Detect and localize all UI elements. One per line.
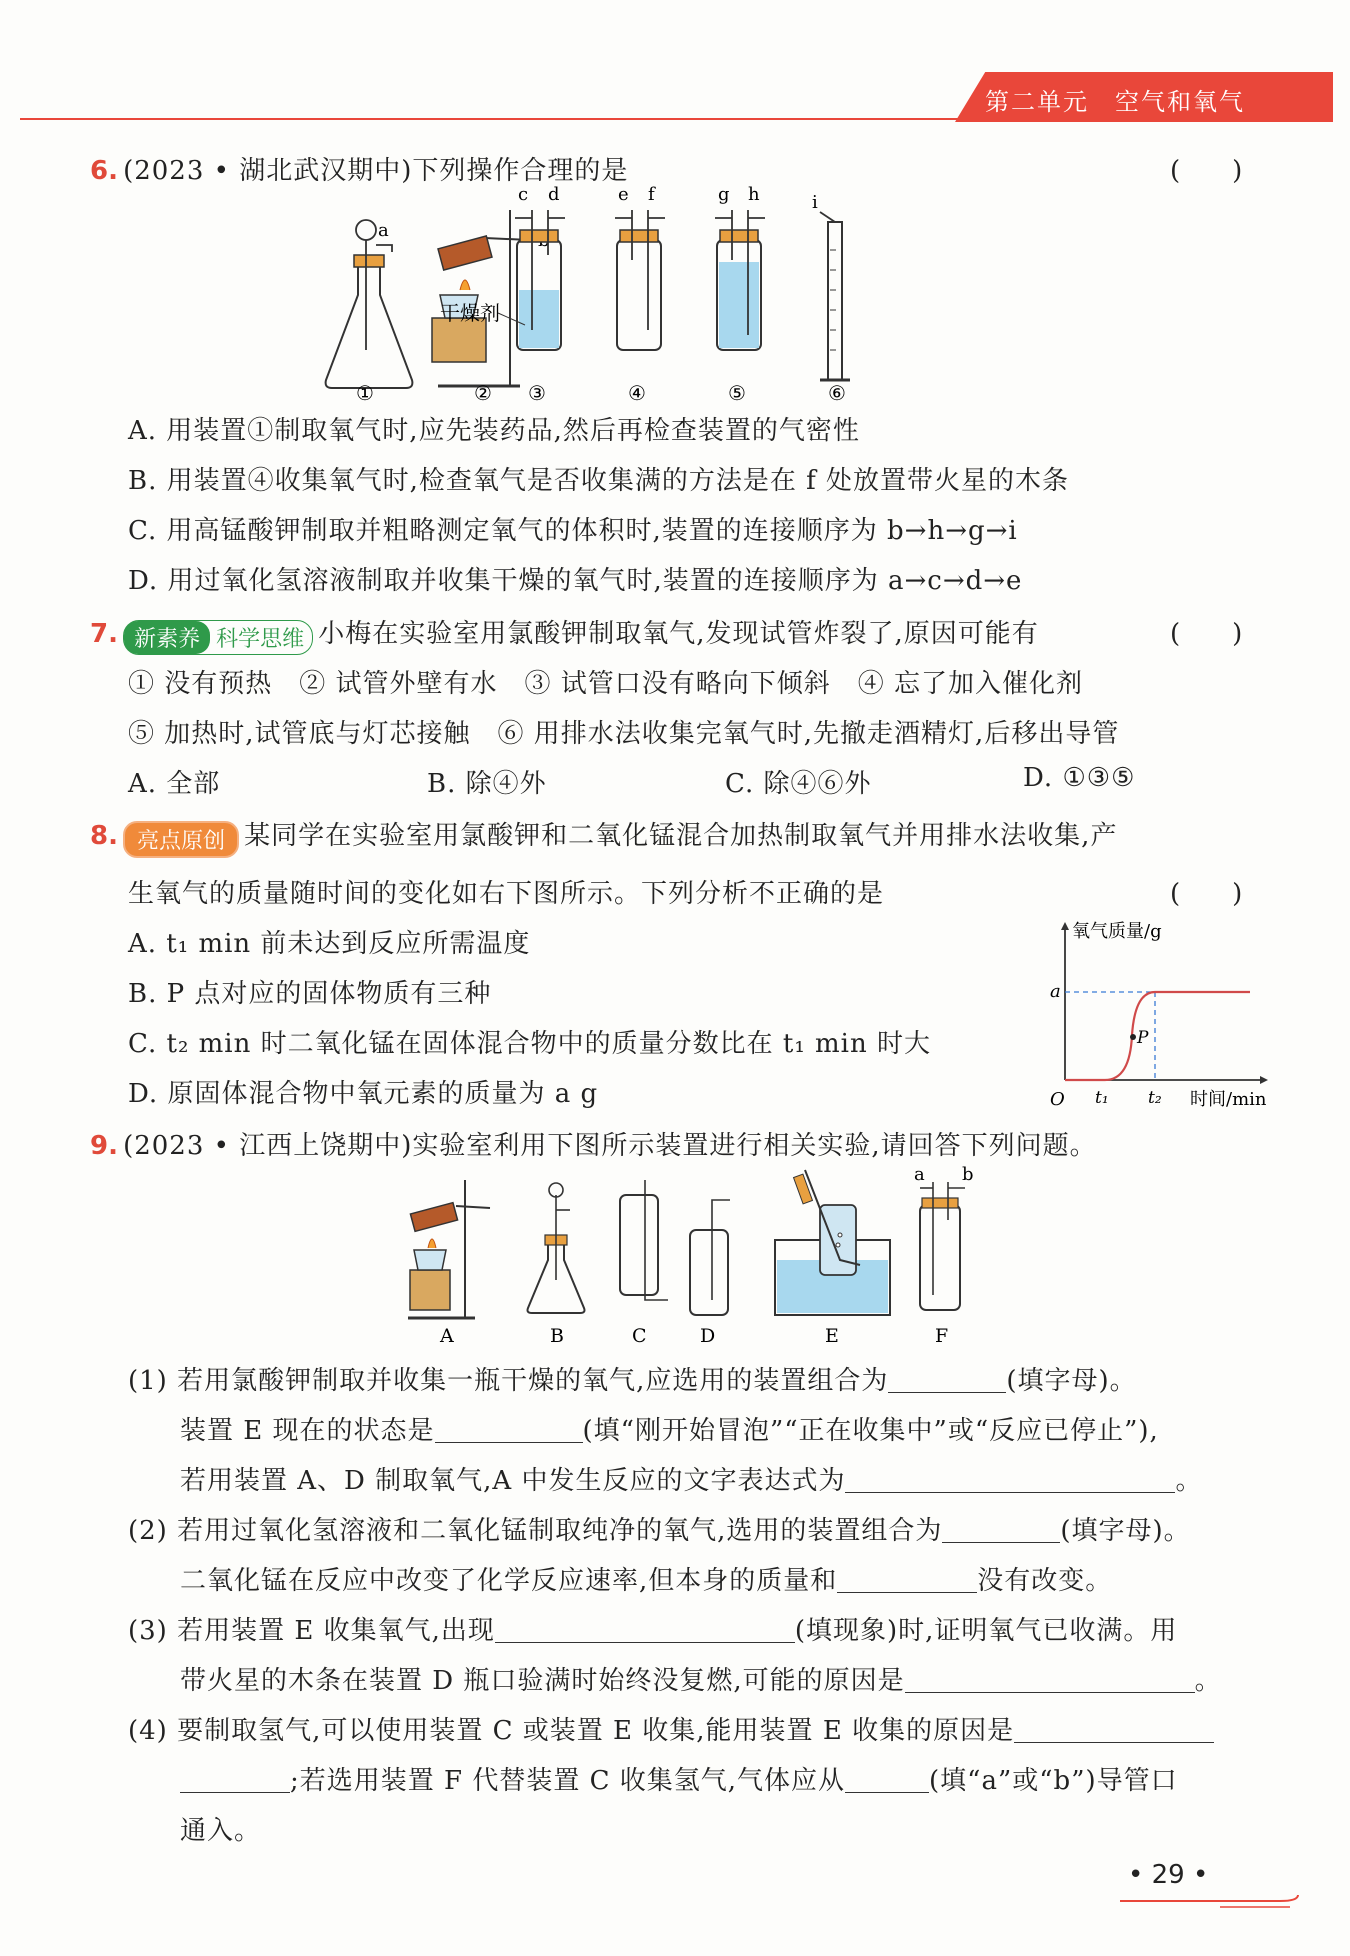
svg-text:⑥: ⑥ <box>828 381 846 405</box>
apparatus-5-water-bottle <box>715 184 765 350</box>
question-7-reasons-line-2: ⑤ 加热时,试管底与灯芯接触 ⑥ 用排水法收集完氧气时,先撤走酒精灯,后移出导管 <box>128 719 1120 749</box>
q9-part3-blank-reason[interactable] <box>905 1666 1195 1693</box>
question-7-answer-paren[interactable]: ( ) <box>1170 619 1243 649</box>
svg-text:B: B <box>550 1325 564 1347</box>
q9-part4-line3: 通入。 <box>180 1816 262 1846</box>
svg-text:a: a <box>378 220 389 241</box>
question-9-stem <box>90 1125 1097 1162</box>
question-6-option-a[interactable]: A. 用装置①制取氧气时,应先装药品,然后再检查装置的气密性 <box>128 416 860 446</box>
svg-text:e: e <box>618 184 629 205</box>
svg-text:P: P <box>1137 1028 1149 1048</box>
question-7-number: 7. <box>90 619 118 649</box>
q9-part4-line1: (4) 要制取氢气,可以使用装置 C 或装置 E 收集,能用装置 E 收集的原因是 <box>128 1710 1214 1747</box>
new-literacy-tag: 新素养 科学思维 <box>123 620 313 655</box>
apparatus-D-upward-displacement <box>690 1200 730 1315</box>
svg-text:F: F <box>935 1325 949 1347</box>
question-8-number: 8. <box>90 821 118 851</box>
page-number-underline <box>1120 1893 1320 1913</box>
q9-part2-blank-property[interactable] <box>837 1566 977 1593</box>
svg-text:E: E <box>825 1325 839 1347</box>
apparatus-E-water-trough <box>775 1170 890 1315</box>
q9-part1-blank-devices[interactable] <box>888 1366 1006 1393</box>
graph-x-label: 时间/min <box>1190 1089 1267 1110</box>
apparatus-6-graduated-cylinder <box>812 192 850 380</box>
question-7-stem <box>90 613 1039 655</box>
apparatus-F-bottle <box>914 1164 974 1310</box>
svg-text:i: i <box>812 192 818 213</box>
svg-text:D: D <box>700 1325 716 1347</box>
q9-part3-blank-phenomenon[interactable] <box>495 1616 795 1643</box>
q9-part3-line2: 带火星的木条在装置 D 瓶口验满时始终没复燃,可能的原因是 。 <box>180 1666 1222 1696</box>
q9-part1-blank-equation[interactable] <box>845 1466 1175 1493</box>
question-6-answer-paren[interactable]: ( ) <box>1170 156 1243 186</box>
question-9-apparatus-figure <box>400 1164 1000 1350</box>
question-6-option-c[interactable]: C. 用高锰酸钾制取并粗略测定氧气的体积时,装置的连接顺序为 b→h→g→i <box>128 516 1018 546</box>
q9-part2-line2: 二氧化锰在反应中改变了化学反应速率,但本身的质量和 没有改变。 <box>180 1566 1113 1596</box>
question-9-number: 9. <box>90 1131 118 1161</box>
question-7-text: 小梅在实验室用氯酸钾制取氧气,发现试管炸裂了,原因可能有 <box>318 619 1039 649</box>
apparatus-1-flask <box>326 220 413 388</box>
apparatus-B-flask <box>528 1183 585 1313</box>
question-7-option-d[interactable]: D. ①③⑤ <box>1023 763 1136 793</box>
q9-part4-blank-inlet[interactable] <box>845 1766 929 1793</box>
q9-part1-line2: 装置 E 现在的状态是 (填“刚开始冒泡”“正在收集中”或“反应已停止”), <box>180 1416 1159 1446</box>
question-7-reasons-line-1: ① 没有预热 ② 试管外壁有水 ③ 试管口没有略向下倾斜 ④ 忘了加入催化剂 <box>128 669 1084 699</box>
svg-text:C: C <box>632 1325 647 1347</box>
q9-part1-blank-state[interactable] <box>435 1416 583 1443</box>
oxygen-mass-time-graph <box>1040 915 1270 1115</box>
header-rule <box>20 118 1333 120</box>
question-6-option-b[interactable]: B. 用装置④收集氧气时,检查氧气是否收集满的方法是在 f 处放置带火星的木条 <box>128 466 1070 496</box>
apparatus-A-heating <box>408 1180 490 1318</box>
unit-title: 第二单元 空气和氧气 <box>985 88 1245 116</box>
original-highlight-tag: 亮点原创 <box>123 821 239 858</box>
graph-y-label: 氧气质量/g <box>1072 921 1162 942</box>
q9-part2-blank-devices[interactable] <box>942 1516 1060 1543</box>
question-6-apparatus-figure <box>320 184 1080 405</box>
apparatus-4-empty-bottle <box>615 184 665 350</box>
question-8-option-c[interactable]: C. t₂ min 时二氧化锰在固体混合物中的质量分数比在 t₁ min 时大 <box>128 1029 931 1059</box>
svg-text:b: b <box>962 1164 974 1185</box>
svg-text:A: A <box>440 1325 454 1347</box>
question-6-text: (2023 • 湖北武汉期中)下列操作合理的是 <box>123 156 629 186</box>
svg-text:①: ① <box>356 381 374 405</box>
question-7-option-b[interactable]: B. 除④外 <box>427 769 547 799</box>
svg-text:t₁: t₁ <box>1095 1088 1109 1108</box>
question-7-option-c[interactable]: C. 除④⑥外 <box>725 769 872 799</box>
q9-part4-line2: ;若选用装置 F 代替装置 C 收集氢气,气体应从 (填“a”或“b”)导管口 <box>180 1760 1178 1797</box>
page-number: • 29 • <box>1128 1860 1209 1890</box>
question-8-text-line-2: 生氧气的质量随时间的变化如右下图所示。下列分析不正确的是 <box>128 879 885 909</box>
q9-part3-line1: (3) 若用装置 E 收集氧气,出现 (填现象)时,证明氧气已收满。用 <box>128 1616 1178 1646</box>
svg-text:h: h <box>748 184 760 205</box>
q9-part4-blank-reason-a[interactable] <box>1014 1716 1214 1743</box>
apparatus-C-downward-displacement <box>620 1180 668 1300</box>
question-8-option-d[interactable]: D. 原固体混合物中氧元素的质量为 a g <box>128 1079 599 1109</box>
question-8-option-b[interactable]: B. P 点对应的固体物质有三种 <box>128 979 492 1009</box>
question-7-option-a[interactable]: A. 全部 <box>128 769 221 799</box>
question-6-stem <box>90 150 628 187</box>
svg-text:O: O <box>1050 1089 1065 1110</box>
svg-text:a: a <box>914 1164 925 1185</box>
question-8-option-a[interactable]: A. t₁ min 前未达到反应所需温度 <box>128 929 531 959</box>
question-6-number: 6. <box>90 156 118 186</box>
q9-part1-line3: 若用装置 A、D 制取氧气,A 中发生反应的文字表达式为 。 <box>180 1466 1203 1496</box>
question-8-answer-paren[interactable]: ( ) <box>1170 879 1243 909</box>
svg-text:②: ② <box>474 381 492 405</box>
svg-text:f: f <box>648 184 655 205</box>
svg-text:t₂: t₂ <box>1148 1088 1162 1108</box>
question-8-stem <box>90 815 1117 858</box>
q9-part1-line1: (1) 若用氯酸钾制取并收集一瓶干燥的氧气,应选用的装置组合为 (填字母)。 <box>128 1366 1137 1396</box>
svg-text:c: c <box>518 184 529 205</box>
svg-text:④: ④ <box>628 381 646 405</box>
q9-part4-blank-reason-b[interactable] <box>180 1766 290 1793</box>
svg-text:d: d <box>548 184 560 205</box>
svg-text:③: ③ <box>528 381 546 405</box>
question-8-text-line-1: 某同学在实验室用氯酸钾和二氧化锰混合加热制取氧气并用排水法收集,产 <box>244 821 1118 851</box>
q9-part2-line1: (2) 若用过氧化氢溶液和二氧化锰制取纯净的氧气,选用的装置组合为 (填字母)。 <box>128 1516 1191 1546</box>
question-6-option-d[interactable]: D. 用过氧化氢溶液制取并收集干燥的氧气时,装置的连接顺序为 a→c→d→e <box>128 566 1023 596</box>
svg-text:a: a <box>1050 981 1061 1002</box>
svg-text:⑤: ⑤ <box>728 381 746 405</box>
svg-text:干燥剂: 干燥剂 <box>440 301 500 325</box>
svg-text:g: g <box>718 184 730 205</box>
question-9-text: (2023 • 江西上饶期中)实验室利用下图所示装置进行相关实验,请回答下列问题。 <box>123 1131 1097 1161</box>
